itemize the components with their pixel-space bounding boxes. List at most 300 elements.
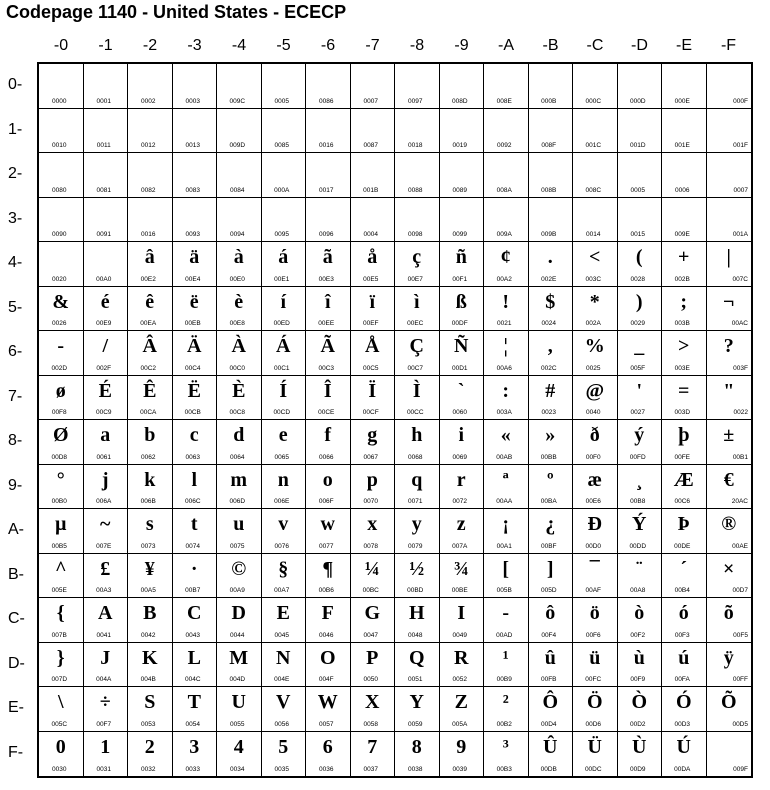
cell-glyph: ª — [502, 468, 509, 491]
code-cell — [573, 64, 618, 109]
cell-glyph: G — [364, 602, 381, 624]
cell-unicode-code: 00D8 — [51, 453, 68, 461]
code-cell — [573, 242, 618, 287]
cell-unicode-code: 00CE — [318, 409, 335, 416]
cell-unicode-code: 0072 — [452, 498, 467, 505]
cell-unicode-code: 00C2 — [140, 364, 157, 372]
code-cell — [217, 331, 262, 376]
cell-unicode-code: 0013 — [185, 142, 200, 149]
cell-glyph: Ä — [187, 335, 202, 357]
code-cell — [84, 198, 129, 243]
cell-glyph: d — [233, 424, 245, 446]
column-header: -C — [586, 37, 604, 54]
code-cell — [173, 242, 218, 287]
code-cell — [440, 331, 485, 376]
cell-glyph: h — [411, 424, 423, 446]
column-header: -2 — [142, 37, 158, 54]
cell-unicode-code: 00B2 — [496, 720, 512, 728]
code-cell — [707, 242, 752, 287]
cell-glyph: ¼ — [364, 557, 380, 580]
cell-unicode-code: 007B — [51, 631, 67, 639]
cell-unicode-code: 001D — [629, 142, 646, 149]
cell-glyph: Á — [276, 335, 291, 357]
code-cell — [573, 732, 618, 777]
code-cell — [351, 554, 396, 599]
cell-glyph: g — [367, 424, 378, 446]
row-header: A- — [8, 521, 24, 538]
code-cell — [395, 598, 440, 643]
cell-unicode-code: 00FD — [629, 453, 646, 461]
code-cell — [173, 598, 218, 643]
cell-unicode-code: 00F7 — [96, 720, 112, 728]
code-cell — [440, 554, 485, 599]
cell-glyph: ñ — [455, 246, 467, 268]
cell-glyph: ï — [369, 290, 376, 313]
cell-unicode-code: 00C4 — [184, 364, 201, 372]
cell-glyph: Æ — [673, 468, 694, 491]
cell-unicode-code: 00F8 — [51, 409, 67, 416]
code-cell — [484, 64, 529, 109]
cell-glyph: Ë — [187, 379, 201, 402]
code-cell — [351, 420, 396, 465]
code-cell — [351, 598, 396, 643]
cell-glyph: Å — [365, 335, 380, 357]
column-header: -A — [498, 37, 514, 54]
codepage-grid — [37, 62, 753, 778]
cell-unicode-code: 00FF — [732, 676, 748, 683]
cell-glyph: Ö — [586, 691, 603, 713]
cell-unicode-code: 005F — [630, 364, 646, 372]
cell-unicode-code: 0028 — [630, 275, 645, 283]
row-header: F- — [8, 743, 24, 761]
cell-glyph: µ — [54, 513, 67, 535]
cell-unicode-code: 001A — [732, 231, 748, 238]
cell-unicode-code: 004E — [274, 676, 290, 683]
cell-unicode-code: 00E7 — [407, 275, 423, 283]
cell-unicode-code: 0023 — [541, 409, 556, 416]
cell-unicode-code: 0053 — [141, 720, 156, 728]
cell-unicode-code: 00CC — [406, 409, 424, 416]
cell-unicode-code: 00E5 — [363, 275, 379, 283]
column-header: -E — [676, 37, 692, 54]
cell-unicode-code: 00FC — [585, 676, 602, 683]
code-cell — [484, 242, 529, 287]
code-cell — [484, 509, 529, 554]
cell-unicode-code: 0025 — [586, 364, 601, 372]
cell-glyph: = — [678, 379, 690, 402]
code-cell — [484, 109, 529, 154]
cell-unicode-code: 00A5 — [140, 587, 156, 594]
cell-unicode-code: 00D0 — [585, 542, 602, 550]
cell-glyph: º — [546, 468, 554, 491]
cell-glyph: e — [278, 424, 288, 446]
cell-unicode-code: 0078 — [363, 542, 378, 550]
cell-unicode-code: 0068 — [408, 453, 423, 461]
cell-glyph: $ — [545, 290, 556, 313]
code-cell — [262, 687, 307, 732]
code-cell — [618, 64, 663, 109]
cell-unicode-code: 00B9 — [496, 676, 512, 683]
code-cell — [395, 376, 440, 421]
cell-unicode-code: 004B — [140, 676, 156, 683]
row-header: 5- — [8, 298, 23, 316]
code-cell — [440, 376, 485, 421]
cell-unicode-code: 0006 — [675, 186, 690, 194]
cell-unicode-code: 00AA — [496, 498, 513, 505]
cell-glyph: s — [145, 513, 154, 535]
code-cell — [529, 287, 574, 332]
cell-unicode-code: 0082 — [141, 186, 156, 194]
cell-glyph: p — [366, 468, 378, 491]
cell-glyph: Ó — [675, 691, 692, 713]
code-cell — [217, 153, 262, 198]
cell-unicode-code: 0087 — [363, 142, 378, 149]
code-cell — [173, 465, 218, 510]
code-cell — [262, 554, 307, 599]
column-header: -8 — [409, 37, 425, 54]
code-cell — [662, 376, 707, 421]
cell-unicode-code: 00EA — [140, 320, 157, 327]
code-cell — [662, 420, 707, 465]
code-cell — [573, 509, 618, 554]
code-cell — [173, 554, 218, 599]
cell-glyph: Z — [454, 691, 468, 713]
code-cell — [573, 554, 618, 599]
cell-unicode-code: 0050 — [363, 676, 378, 683]
code-cell — [440, 109, 485, 154]
code-cell — [573, 109, 618, 154]
cell-unicode-code: 0017 — [319, 186, 334, 194]
code-cell — [484, 554, 529, 599]
code-cell — [39, 153, 84, 198]
row-header: 0- — [8, 76, 23, 93]
cell-glyph: < — [589, 246, 601, 268]
cell-unicode-code: 0069 — [452, 453, 467, 461]
column-header: -D — [631, 37, 648, 54]
code-cell — [128, 153, 173, 198]
code-cell — [351, 687, 396, 732]
cell-unicode-code: 00CD — [273, 409, 291, 416]
code-cell — [173, 331, 218, 376]
cell-unicode-code: 0057 — [319, 720, 334, 728]
cell-unicode-code: 00A0 — [96, 275, 112, 283]
code-cell — [707, 598, 752, 643]
code-cell — [618, 420, 663, 465]
column-header: -6 — [320, 37, 336, 54]
code-cell — [84, 376, 129, 421]
cell-glyph: y — [411, 513, 422, 535]
code-cell — [262, 64, 307, 109]
code-cell — [262, 376, 307, 421]
cell-glyph: X — [365, 691, 380, 713]
cell-unicode-code: 001C — [585, 142, 602, 149]
cell-unicode-code: 00C5 — [362, 364, 379, 372]
cell-unicode-code: 00C9 — [95, 409, 112, 416]
cell-glyph: Ü — [587, 735, 602, 758]
code-cell — [39, 331, 84, 376]
cell-glyph: ê — [145, 290, 155, 313]
code-cell — [662, 598, 707, 643]
cell-unicode-code: 006D — [229, 498, 246, 505]
code-cell — [128, 643, 173, 688]
cell-glyph: Ù — [632, 735, 647, 758]
cell-unicode-code: 0010 — [52, 142, 67, 149]
cell-unicode-code: 00D5 — [732, 720, 748, 728]
cell-unicode-code: 0083 — [185, 186, 200, 194]
code-cell — [440, 465, 485, 510]
row-header: 6- — [8, 343, 23, 360]
cell-glyph: Ð — [587, 513, 602, 535]
cell-unicode-code: 00B8 — [630, 498, 646, 505]
cell-glyph: ° — [56, 468, 65, 491]
cell-unicode-code: 003F — [733, 364, 748, 372]
cell-unicode-code: 0041 — [96, 631, 111, 639]
cell-glyph: [ — [502, 557, 510, 580]
cell-glyph: ; — [680, 290, 688, 313]
cell-unicode-code: 0007 — [363, 97, 378, 105]
cell-unicode-code: 0097 — [408, 97, 423, 105]
cell-unicode-code: 000D — [629, 97, 646, 105]
cell-glyph: r — [456, 468, 466, 491]
code-cell — [217, 732, 262, 777]
cell-unicode-code: 0056 — [274, 720, 289, 728]
cell-unicode-code: 00D9 — [629, 766, 646, 773]
code-cell — [529, 509, 574, 554]
cell-unicode-code: 0080 — [52, 186, 67, 194]
cell-unicode-code: 009C — [229, 97, 246, 105]
code-cell — [529, 242, 574, 287]
code-cell — [39, 242, 84, 287]
code-cell — [440, 598, 485, 643]
cell-unicode-code: 00BE — [451, 587, 468, 594]
cell-unicode-code: 0002 — [141, 97, 156, 105]
cell-unicode-code: 00B4 — [674, 587, 690, 594]
cell-unicode-code: 0016 — [141, 231, 156, 238]
cell-glyph: ÿ — [723, 646, 734, 669]
cell-unicode-code: 00A1 — [496, 542, 512, 550]
cell-unicode-code: 00A2 — [496, 275, 512, 283]
code-cell — [573, 465, 618, 510]
code-cell — [39, 509, 84, 554]
cell-glyph: n — [277, 468, 289, 491]
cell-unicode-code: 003E — [674, 364, 690, 372]
cell-unicode-code: 0015 — [630, 231, 645, 238]
cell-unicode-code: 008A — [496, 186, 512, 194]
code-cell — [173, 198, 218, 243]
code-cell — [173, 64, 218, 109]
cell-glyph: 6 — [322, 735, 333, 758]
cell-glyph: a — [100, 424, 111, 446]
cell-unicode-code: 0001 — [96, 97, 111, 105]
cell-glyph: È — [232, 379, 246, 402]
cell-glyph: À — [231, 335, 246, 357]
cell-glyph: í — [280, 290, 287, 313]
code-cell — [351, 643, 396, 688]
code-cell — [39, 420, 84, 465]
cell-unicode-code: 005A — [452, 720, 468, 728]
cell-glyph: ~ — [100, 513, 111, 535]
cell-glyph: ¸ — [635, 468, 643, 491]
cell-unicode-code: 00E2 — [140, 275, 156, 283]
cell-glyph: # — [545, 379, 556, 402]
cell-unicode-code: 0020 — [52, 275, 67, 283]
cell-unicode-code: 00BD — [407, 587, 424, 594]
code-cell — [573, 331, 618, 376]
code-cell — [39, 554, 84, 599]
cell-unicode-code: 0063 — [185, 453, 200, 461]
cell-glyph: ç — [412, 246, 422, 268]
cell-glyph: î — [324, 290, 331, 313]
cell-unicode-code: 00F5 — [733, 631, 748, 639]
cell-unicode-code: 0094 — [230, 231, 245, 238]
code-cell — [573, 376, 618, 421]
code-cell — [262, 153, 307, 198]
code-cell — [39, 376, 84, 421]
code-cell — [84, 287, 129, 332]
cell-unicode-code: 0012 — [141, 142, 156, 149]
code-cell — [128, 732, 173, 777]
row-header: B- — [8, 565, 24, 583]
cell-glyph: û — [544, 646, 556, 669]
cell-unicode-code: 00E6 — [585, 498, 601, 505]
cell-glyph: P — [366, 646, 379, 669]
cell-unicode-code: 001B — [363, 186, 379, 194]
code-cell — [440, 687, 485, 732]
cell-unicode-code: 002F — [96, 364, 112, 372]
code-cell — [707, 643, 752, 688]
cell-unicode-code: 00CF — [362, 409, 379, 416]
cell-unicode-code: 006E — [274, 498, 290, 505]
code-cell — [173, 109, 218, 154]
code-cell — [440, 732, 485, 777]
code-cell — [618, 198, 663, 243]
code-cell — [529, 420, 574, 465]
cell-glyph: ì — [413, 290, 420, 313]
code-cell — [262, 465, 307, 510]
cell-unicode-code: 0019 — [452, 142, 467, 149]
column-header: -3 — [187, 37, 202, 54]
code-cell — [573, 598, 618, 643]
cell-glyph: æ — [587, 468, 602, 491]
cell-unicode-code: 00FA — [674, 676, 690, 683]
column-header: -F — [720, 37, 737, 54]
cell-glyph: ë — [189, 290, 199, 313]
code-cell — [217, 64, 262, 109]
code-cell — [173, 509, 218, 554]
code-cell — [707, 554, 752, 599]
cell-glyph: ! — [502, 290, 510, 313]
code-cell — [128, 109, 173, 154]
cell-glyph: ½ — [409, 557, 425, 580]
cell-unicode-code: 0016 — [319, 142, 334, 149]
cell-unicode-code: 00A7 — [274, 587, 290, 594]
cell-glyph: f — [324, 424, 332, 446]
cell-glyph: á — [278, 246, 289, 268]
cell-unicode-code: 0099 — [452, 231, 467, 238]
code-cell — [618, 554, 663, 599]
code-cell — [84, 242, 129, 287]
cell-unicode-code: 00BB — [540, 453, 557, 461]
code-cell — [173, 643, 218, 688]
cell-unicode-code: 0075 — [230, 542, 245, 550]
cell-glyph: Ñ — [454, 335, 469, 357]
cell-unicode-code: 00F4 — [541, 631, 557, 639]
code-cell — [128, 465, 173, 510]
code-cell — [306, 465, 351, 510]
code-cell — [440, 153, 485, 198]
cell-unicode-code: 00A9 — [229, 587, 245, 594]
cell-glyph: @ — [585, 379, 605, 402]
cell-unicode-code: 00B7 — [185, 587, 201, 594]
cell-glyph: Í — [279, 379, 288, 402]
code-cell — [662, 732, 707, 777]
code-cell — [262, 732, 307, 777]
cell-glyph: ³ — [502, 735, 509, 758]
cell-unicode-code: 0037 — [363, 766, 378, 773]
code-cell — [217, 109, 262, 154]
cell-unicode-code: 00AD — [496, 631, 513, 639]
cell-glyph: , — [547, 335, 553, 357]
cell-glyph: ` — [457, 379, 465, 402]
cell-unicode-code: 0003 — [185, 97, 200, 105]
code-cell — [351, 509, 396, 554]
code-cell — [128, 554, 173, 599]
code-cell — [395, 509, 440, 554]
cell-glyph: T — [187, 691, 201, 713]
cell-glyph: } — [56, 646, 65, 669]
cell-unicode-code: 008E — [496, 97, 512, 105]
cell-unicode-code: 00EE — [318, 320, 335, 327]
code-cell — [217, 465, 262, 510]
cell-unicode-code: 0062 — [141, 453, 156, 461]
code-cell — [395, 732, 440, 777]
cell-glyph: ¢ — [500, 246, 511, 268]
code-cell — [529, 198, 574, 243]
cell-glyph: K — [141, 646, 158, 669]
code-cell — [262, 242, 307, 287]
code-cell — [662, 643, 707, 688]
cell-glyph: - — [502, 602, 510, 624]
cell-glyph: ¦ — [503, 335, 508, 357]
code-cell — [573, 643, 618, 688]
code-cell — [84, 153, 129, 198]
cell-unicode-code: 00F3 — [674, 631, 690, 639]
cell-glyph: _ — [634, 335, 645, 357]
code-cell — [84, 64, 129, 109]
cell-unicode-code: 00F1 — [452, 275, 468, 283]
cell-unicode-code: 008F — [541, 142, 557, 149]
cell-unicode-code: 002E — [541, 275, 557, 283]
cell-unicode-code: 005C — [51, 720, 68, 728]
cell-unicode-code: 0005 — [274, 97, 289, 105]
cell-unicode-code: 0070 — [363, 498, 378, 505]
cell-glyph: Ò — [631, 691, 648, 713]
row-header: 3- — [8, 209, 23, 227]
cell-unicode-code: 009E — [674, 231, 690, 238]
cell-glyph: ¯ — [589, 557, 600, 580]
cell-unicode-code: 0022 — [733, 409, 748, 416]
cell-unicode-code: 0076 — [274, 542, 289, 550]
code-cell — [306, 643, 351, 688]
cell-unicode-code: 00AB — [496, 453, 513, 461]
cell-glyph: ¨ — [635, 557, 643, 580]
cell-unicode-code: 003C — [585, 275, 602, 283]
cell-glyph: ý — [634, 424, 645, 446]
code-cell — [306, 420, 351, 465]
cell-glyph: Þ — [677, 513, 690, 535]
code-cell — [618, 153, 663, 198]
code-cell — [217, 687, 262, 732]
